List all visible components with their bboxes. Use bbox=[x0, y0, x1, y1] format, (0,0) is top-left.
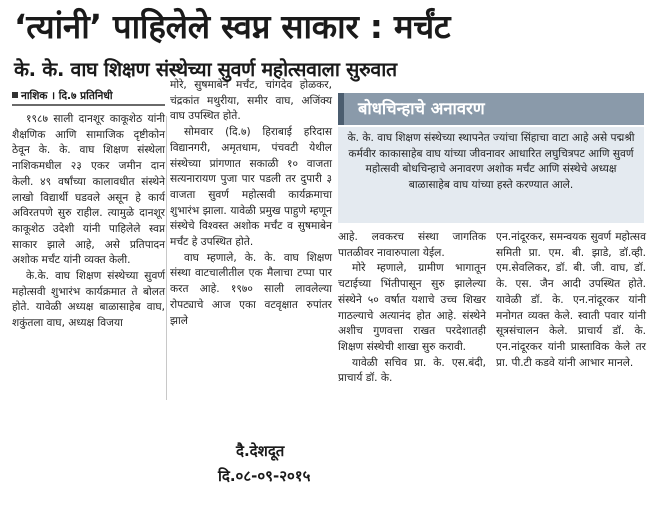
paragraph: आहे. लवकरच संस्था जागतिक पातळीवर नावारुपाला येईल. bbox=[338, 231, 486, 259]
paragraph: एन.नांदूरकर, समन्वयक सुवर्ण महोत्सव समिती प्रा. एम. बी. झाडे, डॉ.व्ही. एम.सेवलिकर, डॉ. बी. जी. वाघ, डॉ. के. एस. जैन आदी उपस्थित होते. यावेळी डॉ. के. एन.नांदूरकर यांनी मनोगत व्यक्त केले. स्वाती पवार यांनी सूत्रसंचालन केले. प्राचार्य डॉ. के. एन.नांदूरकर यांनी प्रास्ताविक केले तर प्रा. पी.टी कडवे यांनी आभार मानले. bbox=[496, 231, 646, 369]
dateline bbox=[12, 88, 182, 104]
sidebar-box-body: के. के. वाघ शिक्षण संस्थेच्या स्थापनेत ज्यांचा सिंहाचा वाटा आहे असे पद्मश्री कर्मवीर काकासाहेब वाघ यांच्या जीवनावर आधारित लघुचित्रपट आणि सुवर्ण महोत्सवी बोधचिन्हाचे अनावरण अशोक मर्चंट आणि संस्थेचे अध्यक्ष बाळासाहेब वाघ यांच्या हस्ते करण्यात आले. bbox=[338, 127, 644, 223]
column-divider bbox=[166, 116, 167, 400]
newspaper-name: दै.देशदूत bbox=[236, 442, 285, 460]
article-headline: ‘त्यांनी’ पाहिलेले स्वप्न साकार : मर्चंट bbox=[14, 7, 451, 46]
paragraph: के.के. वाघ शिक्षण संस्थेच्या सुवर्ण महोत्सवी शुभारंभ कार्यक्रमात ते बोलत होते. यावेळी अध्यक्ष बाळासाहेब वाघ, शकुंतला वाघ, अध्यक्ष विजया bbox=[12, 270, 165, 330]
article-column-2 bbox=[170, 78, 332, 366]
sidebar-box-title: बोधचिन्हाचे अनावरण bbox=[358, 99, 485, 118]
article-column-3 bbox=[338, 230, 486, 400]
sidebar-box-header bbox=[338, 93, 644, 125]
article-column-1 bbox=[12, 112, 165, 400]
dateline-bullet-icon bbox=[12, 92, 18, 98]
paragraph: मोरे म्हणाले, ग्रामीण भागातून चटाईच्या भिंतीपासून सुरु झालेल्या संस्थेने ५० वर्षात यशाचे उच्च शिखर गाठल्याचे अत्यानंद होत आहे. संस्थेने अशीच गुणवत्ता राखत परदेशातही शिक्षण संस्थेची शाखा सुरु करावी. bbox=[338, 262, 486, 353]
publication-date: दि.०८-०९-२०१५ bbox=[218, 467, 311, 485]
article-column-4 bbox=[496, 230, 646, 400]
sidebar-box bbox=[338, 83, 644, 223]
dateline-text: नाशिक । दि.७ प्रतिनिधी bbox=[21, 90, 113, 102]
paragraph: वाघ म्हणाले, के. के. वाघ शिक्षण संस्था वाटचालीतील एक मैलाचा टप्पा पार करत आहे. १९७० साली लावलेल्या रोपट्याचे आज एका वटवृक्षात रुपांतर झाले bbox=[170, 251, 332, 327]
paragraph: सोमवार (दि.७) हिराबाई हरिदास विद्यानगरी, अमृतधाम, पंचवटी येथील संस्थेच्या प्रांगणात सकाळी १० वाजता सत्यनारायण पुजा पार पडली तर दुपारी ३ वाजता सुवर्ण महोत्सवी कार्यक्रमाचा शुभारंभ झाला. यावेळी प्रमुख पाहुणे म्हणून संस्थेचे विश्वस्त अशोक मर्चंट व सुषमाबेन मर्चंट हे उपस्थित होते. bbox=[170, 126, 332, 249]
dateline-rule bbox=[12, 104, 165, 106]
paragraph: यावेळी सचिव प्रा. के. एस.बंदी, प्राचार्य डॉ. के. bbox=[338, 356, 486, 385]
article-subheadline: के. के. वाघ शिक्षण संस्थेच्या सुवर्ण महोत्सवाला सुरुवात bbox=[14, 58, 397, 81]
paragraph: १९८७ साली दानशूर काकूशेठ यांनी शैक्षणिक आणि सामाजिक दृष्टीकोन ठेवून के. के. वाघ शिक्षण संस्थेला नाशिकमधील २३ एकर जमीन दान केली. ४९ वर्षांच्या कालावधीत संस्थेने लाखो विद्यार्थी घडवले असून हे कार्य अविरतपणे सुरु राहील. त्यामुळे दानशूर काकूशेठ उदेशी यांनी पाहिलेले स्वप्न साकार झाले आहे, असे प्रतिपादन अशोक मर्चंट यांनी व्यक्त केली. bbox=[12, 113, 165, 267]
paragraph: मोरे, सुषमाबेन मर्चंट, चांगदेव होळकर, चंद्रकांत मथुरीया, समीर वाघ, अजिंक्य वाघ उपस्थित होते. bbox=[170, 79, 332, 123]
